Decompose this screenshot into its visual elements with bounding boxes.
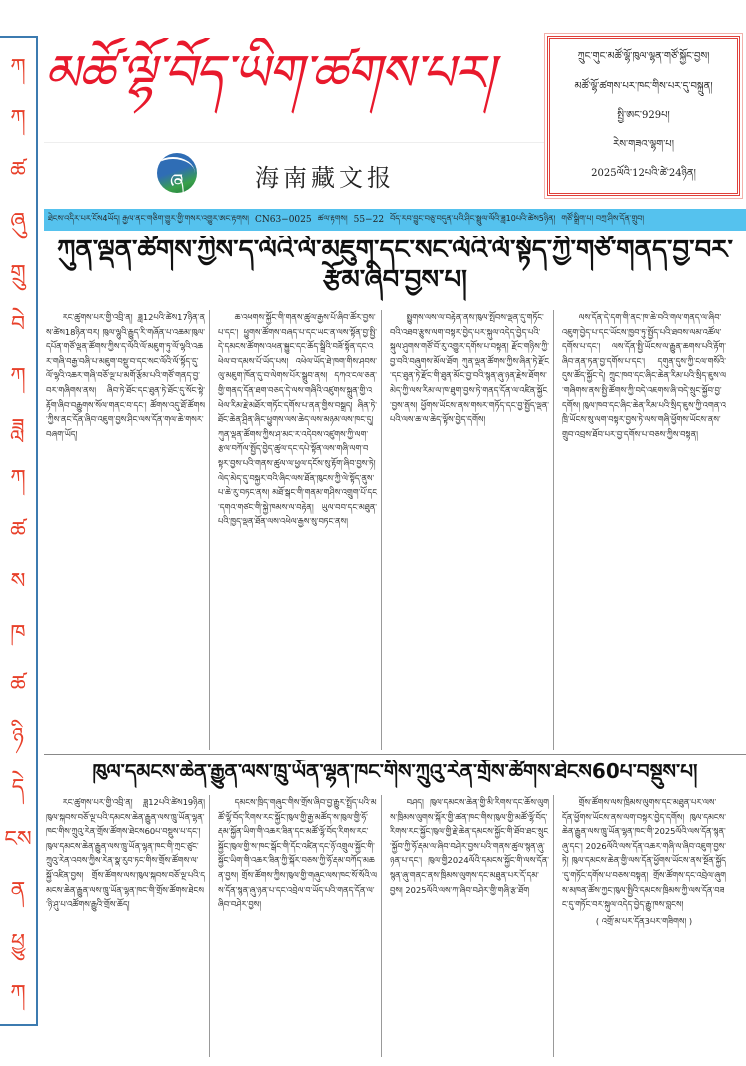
side-banner-syllable: ཕྱུ bbox=[10, 929, 26, 955]
side-banner-syllable: ཀ bbox=[10, 54, 26, 80]
article2-column-2 bbox=[218, 795, 382, 1057]
cn-code: CN63−0025 bbox=[254, 215, 312, 225]
weekday: རེས་གཟའ་ལྷག་པ། bbox=[613, 138, 674, 150]
editor-credit: གཙོ་སྒྲིག་པ། བཀྲ་ཤིས་དོན་གྲུབ། bbox=[561, 213, 645, 223]
frequency-text: ཐེངས་འདིར་པར་ངོས4ཡོད། རྒྱལ་ནང་གཅིག་གྱུར་གྱི་གསར་འགྱུར་ཨང་རྟགས། bbox=[48, 213, 249, 223]
article1-column-4 bbox=[562, 310, 726, 750]
side-banner-syllable: དེ bbox=[11, 775, 25, 801]
side-banner-syllable: ཞུ bbox=[10, 209, 26, 235]
article2-column-3 bbox=[390, 795, 554, 1057]
side-banner-syllable: ཀ bbox=[10, 106, 26, 132]
side-banner-syllable: ཁ bbox=[10, 620, 26, 646]
side-banner-syllable: གྲུ bbox=[10, 260, 26, 286]
masthead-divider bbox=[44, 142, 544, 143]
publisher-line: ཀྲུང་གུང་མཚོ་ལྷོ་ཁུལ་ལྷན་གཙོ་སྐྱོང་བྱས། bbox=[577, 51, 710, 63]
tibetan-calendar-date: བོད་རབ་བྱུང་བཅུ་བདུན་པའི་ཤིང་སྦྲུལ་ལོའི་ཟླ10པའི་ཚེས5ཉིན། bbox=[390, 213, 556, 223]
side-banner-syllable: ཀ bbox=[10, 981, 26, 1007]
article2-body bbox=[46, 795, 726, 1057]
info-bar bbox=[44, 209, 746, 231]
issue-date: 2025ལོའི་12པའི་ཚེ་24ཉིན། bbox=[591, 168, 696, 180]
side-banner-syllable: ས bbox=[10, 569, 26, 595]
side-banner-syllable: ཉི bbox=[12, 723, 24, 749]
article2-paragraph: རང་ཚུགས་པར་གྱི་འབྲི་ན། ཟླ12པའི་ཚེས19ཉིན། ཁུལ་སྐབས་བཅོ་ལྔ་པའི་དམངས་ཆེན་རྒྱུན་ལས་ཁྲུ་ཡོན་ལྷན་ཁང་གིས་ཀྲུའུ་རེན་གྲོས་ཚོགས་ཐེངས60པ་བསྡུས་པ་དང་། ཁུལ་དམངས་ཆེན་རྒྱུན་ལས་ཁྲུ་ཡོན་ལྷན་ཁང་གི་ཀྲང་ཙུང་ཀྲུའུ་རེན་འབས་ཀྱིས་རེན་སྣ་རུབ་ཏང་གིས་གྲོས་ཚོགས་ལ་སྐྱོ་འཛིན་བྱས། གྲོས་ཚོགས་ལས་ཁུལ་སྐབས་བཅོ་ལྔ་པའི་དམངས་ཆེན་རྒྱུན་ལས་ཁྲུ་ཡོན་ལྷན་ཁང་གི་གྲོས་ཚོགས་ཐེངས་ཉི་ཤུ་པ་འཚོགས་རྒྱུའི་གྲོས་ཆོད། bbox=[46, 797, 205, 910]
side-banner-syllable: ཚ bbox=[10, 157, 26, 183]
masthead-title: མཚོ་ལྷོ་བོད་ཡིག་ཚགས་པར། bbox=[44, 44, 494, 102]
article2-column-1 bbox=[46, 795, 210, 1057]
article1-paragraph: ཆ་འཕགས་སྐྱོང་གི་གནས་ཚུལ་རྒྱས་པོ་ཞིབ་ཚོར་བྱས་པ་དང་། ཕྱུགས་ཚོགས་བཞད་པ་དང་ཡང་ན་ལས་སྟོན་བྱ་སྤྱི་དེ་དམངས་ཚོགས་འཕན་སྐྱུང་དང་ཆོད་སྒྲིའི་བཟོ་སྟོན་དང་འཕེལ་བ་དམས་པོ་ཡོད་པས། འཕེལ་ཡོད་ཐེ་ཁག་གིས་ཤབས་ལུ་མཇུག་ཁོན་དུ་བ་ལེགས་པོར་སྒྲུབ་ནས། དཀའ་ངལ་ཅན་གྱི་གནད་དོན་ཐག་བཅད་དེ་ལས་གཞིའི་འཛུགས་སྐྲུན་གྱི་འཕེལ་རིམ་རྗེ་མཐོར་གཏོང་དགོས་པ་ནན་གྱིས་བསྒྲད། ཞིན་ཏེ་ཐོང་ཆེན་ཤྲིན་ཞིང་ཕྱུགས་ལས་ཆེད་ལས་མཉམ་ལས་ཁང་དུ། ཀུན་ལྡན་ཚོགས་ཀྱིས་ཤ་མང་ར་འདེབས་འཛུགས་ཀྱི་ལག་རྩལ་བཀོལ་སྤྱོད་བྱེད་ཚུལ་དང་དཔེ་སྟོན་ལས་གཞི་ལག་བསྟར་བྱས་པའི་གནས་ཚུལ་ལ་ཕྱལ་དངོས་སུ་རྟོག་ཞིབ་བྱས་ཏེ། ལེད་མེད་དུ་བསྐྱར་བའི་ཞིང་ལས་ཐོན་ཁུངས་ཀྱི་ལེ་སྟོད་ནུས་པ་ཆེ་རུ་བཏང་ནས། མཐོ་སྒང་གི་གནམ་གཤིས་འགྲུག་པོ་དང་དགའ་གཙང་གི་སྐྱེ་ཁམས་ལ་བརྟེན། ཡུལ་བབ་དང་མཐུན་པའི་ཁྱད་ལྡན་ཐོན་ལས་འཕེལ་རྒྱས་སུ་བཏང་ནས། bbox=[218, 312, 377, 527]
newspaper-logo-icon bbox=[157, 153, 197, 193]
side-banner-syllable: ན bbox=[10, 878, 26, 904]
article1-column-3 bbox=[390, 310, 554, 750]
side-banner-syllable: ཚ bbox=[10, 517, 26, 543]
issue-number: སྤྱི་ཨང་929པ། bbox=[617, 109, 670, 121]
side-banner-syllable: ཚ bbox=[10, 672, 26, 698]
side-banner bbox=[0, 36, 38, 1026]
side-banner-syllable: ངས bbox=[4, 826, 32, 852]
article2-headline: ཁུལ་དམངས་ཆེན་རྒྱུན་ལས་ཁྲུ་ཡོན་ལྷན་ཁང་གིས་ཀྲུའུ་རེན་གྲོས་ཚོགས་ཐེངས60པ་བསྡུས་པ། bbox=[92, 760, 698, 783]
side-banner-syllable: བེ bbox=[10, 312, 26, 338]
article1-column-1 bbox=[46, 310, 210, 750]
article1-paragraph: སྤྱུགས་ལས་ལ་བརྟེན་ནས་ཁུལ་སྤོབས་ལྡན་དུ་གཏོང་བའི་འཐབ་རྩུས་ལག་བསྟར་བྱེད་པར་སྐུལ་འདེད་བྱེད་པའི་སྐུལ་ཤུགས་གཙོ་བོ་རུ་འགྱུར་དགོས་པ་བསྟན། རྫོང་གཉིས་ཀྱི་བྱ་བའི་བཞུགས་མོལ་ཐོག ཀུན་ལྡན་ཚོགས་ཀྱིས་ཞིན་ཏེ་རྫོང་དང་ཐུན་ཏེ་རྫོང་གི་ཐུན་མོང་བྱ་བའི་སྙན་ཞུ་ཉན་རྗེས་ཐོགས་མེད་ཀྱི་ལས་རིམ་ལ་ཁ་ཐུག་བྱས་ཏེ་གནད་དོན་ལ་འཛིན་སྐྱོང་བྱས་ནས། ཕྱོགས་ཡོངས་ནས་གསར་གཏོད་དང་བྱ་སྤྱོད་ལྡན་པའི་ལས་ཆ་ལ་ཆེད་ལྟོས་བྱེད་དགོས། bbox=[390, 312, 549, 425]
continued-note: ( འགྲོ་མ་པར་དོན3པར་གཟིགས། ) bbox=[595, 915, 693, 926]
post-label: ཚལ་རྟགས། bbox=[317, 213, 348, 223]
article2-paragraph: དམངས་ཁྲིད་གཞུང་གིས་གྲོས་ཞིབ་བྱ་རྒྱུར་སྤྲོད་པའི་མཚོ་ལྷོ་བོད་རིགས་རང་སྐྱོང་ཁུལ་གྱི་རྒྱ་མཚོད་ས་ཁུལ་གྱི་ཧོ་རྡམ་སྐྱོན་ཡིག་གི་འཆར་ཟིན་དང་མཚོ་ལྷོ་བོད་རིགས་རང་སྐྱོང་ཁུལ་གྱི་ས་ཁང་སྒོང་གི་དོང་འཛིན་དང་ཉོ་འགྲུལ་སྐྱོང་གི་སྐྱོང་ཡིག་གི་འཆར་ཟིན་ཀྱི་སྐོར་བཅས་ཀྱི་ཧོ་རྡམ་བཀོད་མཆན་བྱས། གྲོས་ཚོགས་ཀྱིས་ཁུལ་གྱི་གཞུང་ལས་ཁང་སོ་སོའི་ལས་དོན་སྙན་ཞུ་ཉན་པ་དང་འབྲེལ་བ་ཡོད་པའི་གནད་དོན་ལ་ཞིབ་བཤེར་བྱས། bbox=[218, 797, 377, 910]
post-code: 55−22 bbox=[353, 215, 385, 225]
article1-paragraph: རང་ཚུགས་པར་གྱི་འབྲི་ན། ཟླ12པའི་ཚེས17ཉིན་ནས་ཚེས18ཉིན་བར། ཁུལ་ལྷུའི་རྒྱུད་རི་གཞོན་པ་འཆམ་ཁུལ་དཔོན་གཙོ་ལྡན་ཚོགས་ཀྱིས་ད་ལོའི་ལོ་མཇུག་ཏུ་ལོ་ལྷའི་འཆར་གཞི་བརྒྱ་བཞི་པ་མཇུག་བསྡུ་བ་དང་སང་ལོའི་ལོ་སྟོད་དུ་ལོ་ལྷའི་འཆར་གཞི་བཅོ་ལྔ་པ་མགོ་རྩོམ་པའི་གཙོ་གནད་བྱ་བར་གཞིགས་ནས། ཞིབ་ཏེ་ཐོང་དང་ཐུན་ཏེ་ཐོང་དུ་སོང་སྟེ་རྟོག་ཞིབ་བརྒྱུགས་སོལ་གནང་བ་དང་། ཚོགས་འདུ་ཐོ་ཚོགས་ཀྱིས་ནང་དོན་ཞིབ་འཇུག་བྱས་ཤིང་ལས་དོན་གལ་ཆེ་གསར་བཞག་ཡོད། bbox=[46, 312, 205, 439]
issue-info-box bbox=[547, 36, 740, 196]
article1-body bbox=[46, 310, 726, 750]
article1-headline: ཀུན་ལྡན་ཚོགས་ཀྱིས་ད་ལོའི་ལོ་མཇུག་དང་སང་ལོའི་ལོ་སྟོད་ཀྱི་གཙོ་གནད་བྱ་བར་རྩོམ་ཞིབ་བྱས་པ། bbox=[57, 236, 733, 295]
logo-symbol: ཞ bbox=[170, 169, 184, 193]
side-banner-syllable: ཟླ bbox=[11, 415, 25, 441]
section-divider bbox=[44, 754, 746, 755]
side-banner-syllable: ཀ bbox=[10, 363, 26, 389]
article1-paragraph: ལས་དོན་དེ་དག་གི་ནང་ཁ་ཆེ་བའི་གལ་གནད་ལ་ཞིབ་འཇུག་བྱེད་པ་དང་ཡོངས་ཁྱབ་ཏུ་སྤྱོད་པའི་ཐབས་ལམ་འཚོལ་དགོས་པ་དང་། ལས་དོན་སྤྱི་ཡོངས་ལ་རྒྱུན་ཆགས་པའི་རྟོག་ཞིབ་ནན་ཏན་བྱ་དགོས་པ་དང་། དགུན་དུས་ཀྱི་ངལ་གསོའི་དུས་ཚོད་སྐྱོང་དེ། ཀྲུང་ཁབ་དང་ཞིང་ཆེན་རིམ་པའི་སྲིད་ཇུས་ལ་གཞིགས་ནས་སྤྱི་ཚོགས་ཀྱི་བདེ་འཇགས་ཞི་བདེ་སྲུང་སྐྱོབ་བྱ་དགོས། ཁུལ་ཁབ་དང་ཞིང་ཆེན་རིམ་པའི་སྲིད་ཇུས་ཀྱི་འགན་འཁྲི་ཡོངས་སུ་ལག་བསྟར་བྱས་ཏེ་ལས་གཞི་ཕྱོགས་ཡོངས་ནས་གྲུབ་འབྲས་ཐོབ་པར་བྱ་དགོས་པ་བཅས་ཀྱིས་བསྟན། bbox=[562, 312, 726, 439]
side-banner-syllable: ཀ bbox=[10, 466, 26, 492]
article2-paragraph: བཤད། ཁུལ་དམངས་ཆེན་གྱི་མི་རིགས་དང་ཆོས་ལུགས་ཁྲིམས་ལུགས་སྐོར་གྱི་ཚན་ཁང་གིས་ཁུལ་གྱི་མཚོ་ལྷོ་བོད་རིགས་རང་སྐྱོང་ཁུལ་གྱི་རྗེ་ཆེན་དམངས་སྐྱོང་གི་ཐོབ་ཐང་སྲུང་སྐྱོབ་ཀྱི་ཧོ་རྡམ་ལ་ཞིབ་བཤེར་བྱས་པའི་གནས་ཚུལ་སྙན་ཞུ་ཉན་པ་དང་། ཁུལ་གྱི2024ལོའི་དམངས་སྐྱོང་གི་ལས་དོན་སྙན་ཞུ་གནང་ནས་ཁྲིམས་ལུགས་དང་མཐུན་པར་དོ་དམ་བྱས། 2025ལོའི་ལས་ཀ་ཞིབ་བཤེར་གྱི་གཞི་རྩ་ཐོག bbox=[390, 797, 549, 895]
article2-paragraph: གྲོས་ཚོགས་ལས་ཁྲིམས་ལུགས་དང་མཐུན་པར་ལས་དོན་ཕྱོགས་ཡོངས་ནས་ལག་བསྟར་བྱེད་དགོས། ཁུལ་དམངས་ཆེན་རྒྱུན་ལས་ཁྲུ་ཡོན་ལྷན་ཁང་གི་2025ལོའི་ལས་དོན་སྙན་ཞུ་དང་། 2026ལོའི་ལས་དོན་འཆར་གཞི་ལ་ཞིབ་འཇུག་བྱས་ཏེ། ཁུལ་དམངས་ཆེན་གྱི་ལས་དོན་ཕྱོགས་ཡོངས་ནས་སྔོན་སྐྱོད་དུ་གཏོང་དགོས་པ་བཅས་བསྟན། གྲོས་ཚོགས་དང་འབྲེལ་ཞུགས་མཁན་ཚོས་ཀྱང་ཁུལ་སྤྱིའི་དམངས་ཁྲིམས་ཀྱི་ལས་དོན་བཟང་དུ་གཏོང་བར་སྐུལ་འདེད་བྱེད་རྒྱུ་ཁས་བླངས། bbox=[562, 797, 726, 910]
printer-line: མཚོ་ལྷོ་ཚགས་པར་ཁང་གིས་པར་དུ་བསྐྲུན། bbox=[574, 80, 713, 92]
masthead-chinese-name: 海南藏文报 bbox=[255, 164, 395, 192]
article2-column-4 bbox=[562, 795, 726, 1057]
article1-column-2 bbox=[218, 310, 382, 750]
